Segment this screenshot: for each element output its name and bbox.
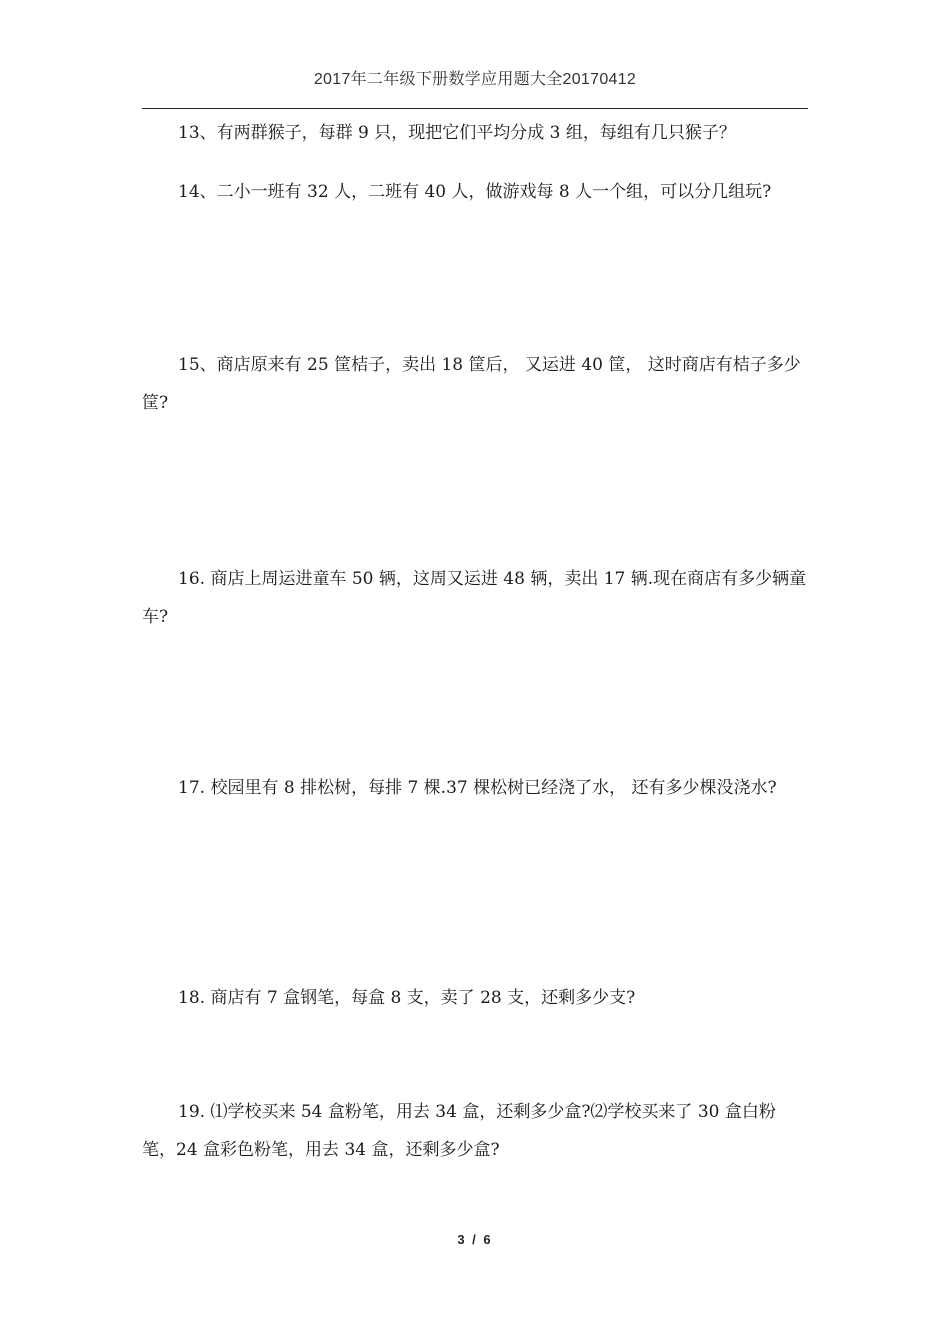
page-number: 3 / 6 — [457, 1232, 493, 1247]
header-divider — [142, 108, 808, 109]
problem-19: 19. ⑴学校买来 54 盒粉笔，用去 34 盒，还剩多少盒?⑵学校买来了 30 盒白粉笔，24 盒彩色粉笔，用去 34 盒，还剩多少盒? — [142, 1102, 776, 1160]
problem-16: 16. 商店上周运进童车 50 辆，这周又运进 48 辆，卖出 17 辆.现在商店有多少辆童车? — [142, 569, 807, 627]
problem-17: 17. 校园里有 8 排松树，每排 7 棵.37 棵松树已经浇了水， 还有多少棵没浇水? — [178, 778, 777, 798]
problem-18: 18. 商店有 7 盒钢笔，每盒 8 支，卖了 28 支，还剩多少支? — [178, 988, 636, 1008]
problem-15: 15、商店原来有 25 筐桔子，卖出 18 筐后， 又运进 40 筐， 这时商店有桔子多少筐? — [142, 355, 801, 413]
page-header-title: 2017年二年级下册数学应用题大全20170412 — [313, 71, 637, 88]
problem-14: 14、二小一班有 32 人，二班有 40 人，做游戏每 8 人一个组，可以分几组玩? — [178, 182, 772, 202]
problem-13: 13、有两群猴子，每群 9 只，现把它们平均分成 3 组，每组有几只猴子？ — [178, 123, 736, 143]
